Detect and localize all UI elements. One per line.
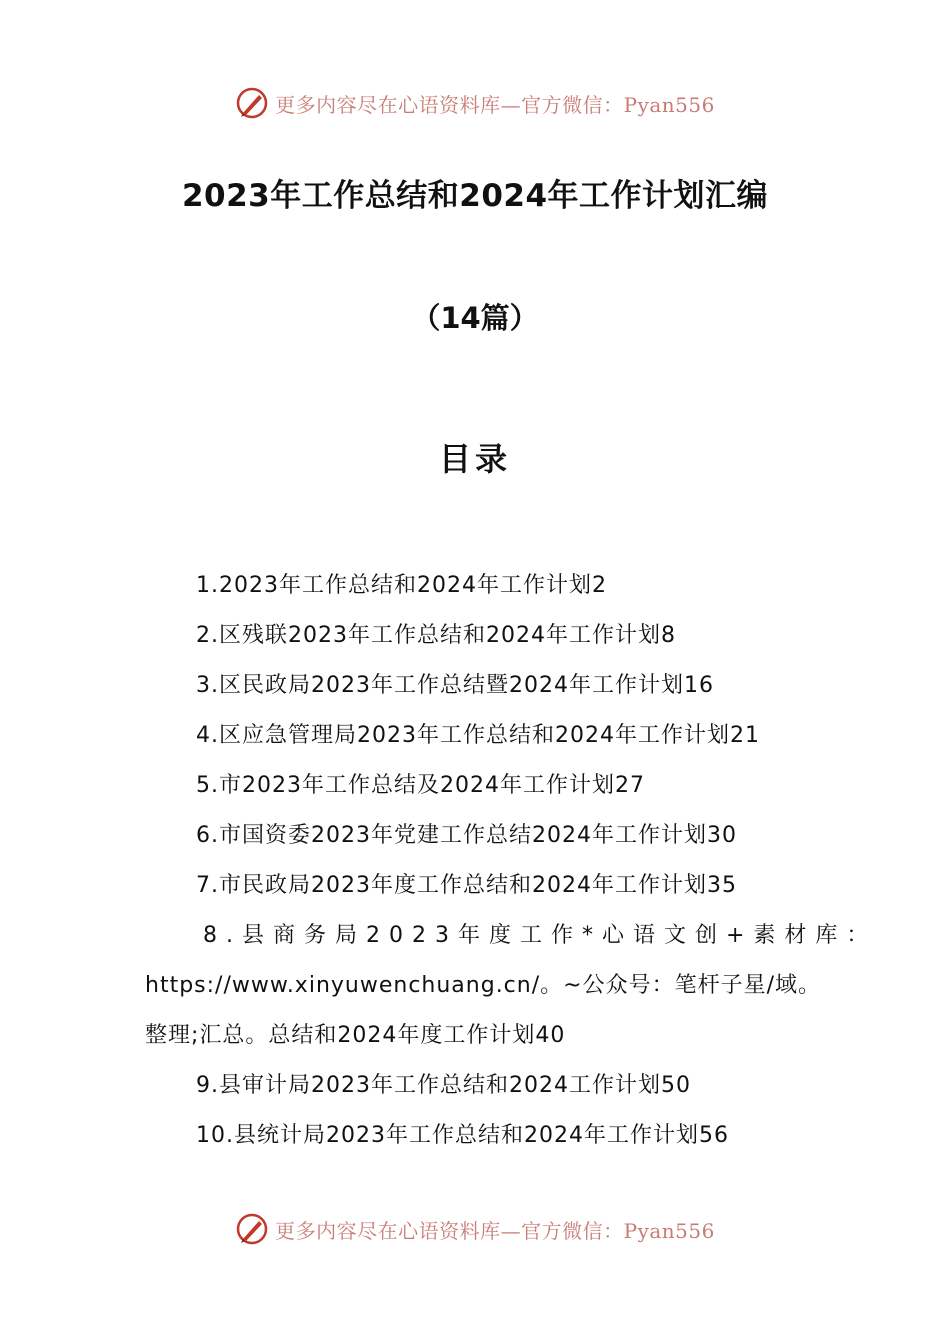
toc-item[interactable]: 9.县审计局2023年工作总结和2024工作计划50 [196, 1073, 691, 1098]
toc-item-line: 整理;汇总。总结和2024年度工作计划40 [145, 1023, 566, 1048]
toc-item[interactable] [145, 916, 878, 1066]
banner-text: 更多内容尽在心语资料库—官方微信：Pyan556 [275, 1218, 715, 1243]
toc-item[interactable]: 1.2023年工作总结和2024年工作计划2 [196, 573, 607, 598]
toc-item[interactable]: 7.市民政局2023年度工作总结和2024年工作计划35 [196, 873, 737, 898]
document-title: 2023年工作总结和2024年工作计划汇编 [181, 178, 769, 214]
toc-item-line: 8.县商务局2023年度工作*心语文创+素材库： [203, 923, 878, 948]
banner-text: 更多内容尽在心语资料库—官方微信：Pyan556 [275, 92, 715, 117]
footer-watermark-banner [0, 1209, 950, 1249]
toc-item[interactable]: 6.市国资委2023年党建工作总结2024年工作计划30 [196, 823, 737, 848]
toc-item[interactable]: 3.区民政局2023年工作总结暨2024年工作计划16 [196, 673, 714, 698]
toc-item[interactable]: 4.区应急管理局2023年工作总结和2024年工作计划21 [196, 723, 760, 748]
table-of-contents [145, 566, 878, 1166]
quill-pen-circle-icon [235, 86, 269, 120]
quill-pen-circle-icon [235, 1212, 269, 1246]
toc-item[interactable]: 2.区残联2023年工作总结和2024年工作计划8 [196, 623, 676, 648]
toc-heading: 目录 [438, 440, 511, 478]
toc-item-line: https://www.xinyuwenchuang.cn/。~公众号：笔杆子星/域。 [145, 973, 821, 998]
document-subtitle: （14篇） [411, 301, 539, 335]
toc-item[interactable]: 10.县统计局2023年工作总结和2024年工作计划56 [196, 1123, 729, 1148]
header-watermark-banner [0, 83, 950, 123]
toc-item[interactable]: 5.市2023年工作总结及2024年工作计划27 [196, 773, 645, 798]
